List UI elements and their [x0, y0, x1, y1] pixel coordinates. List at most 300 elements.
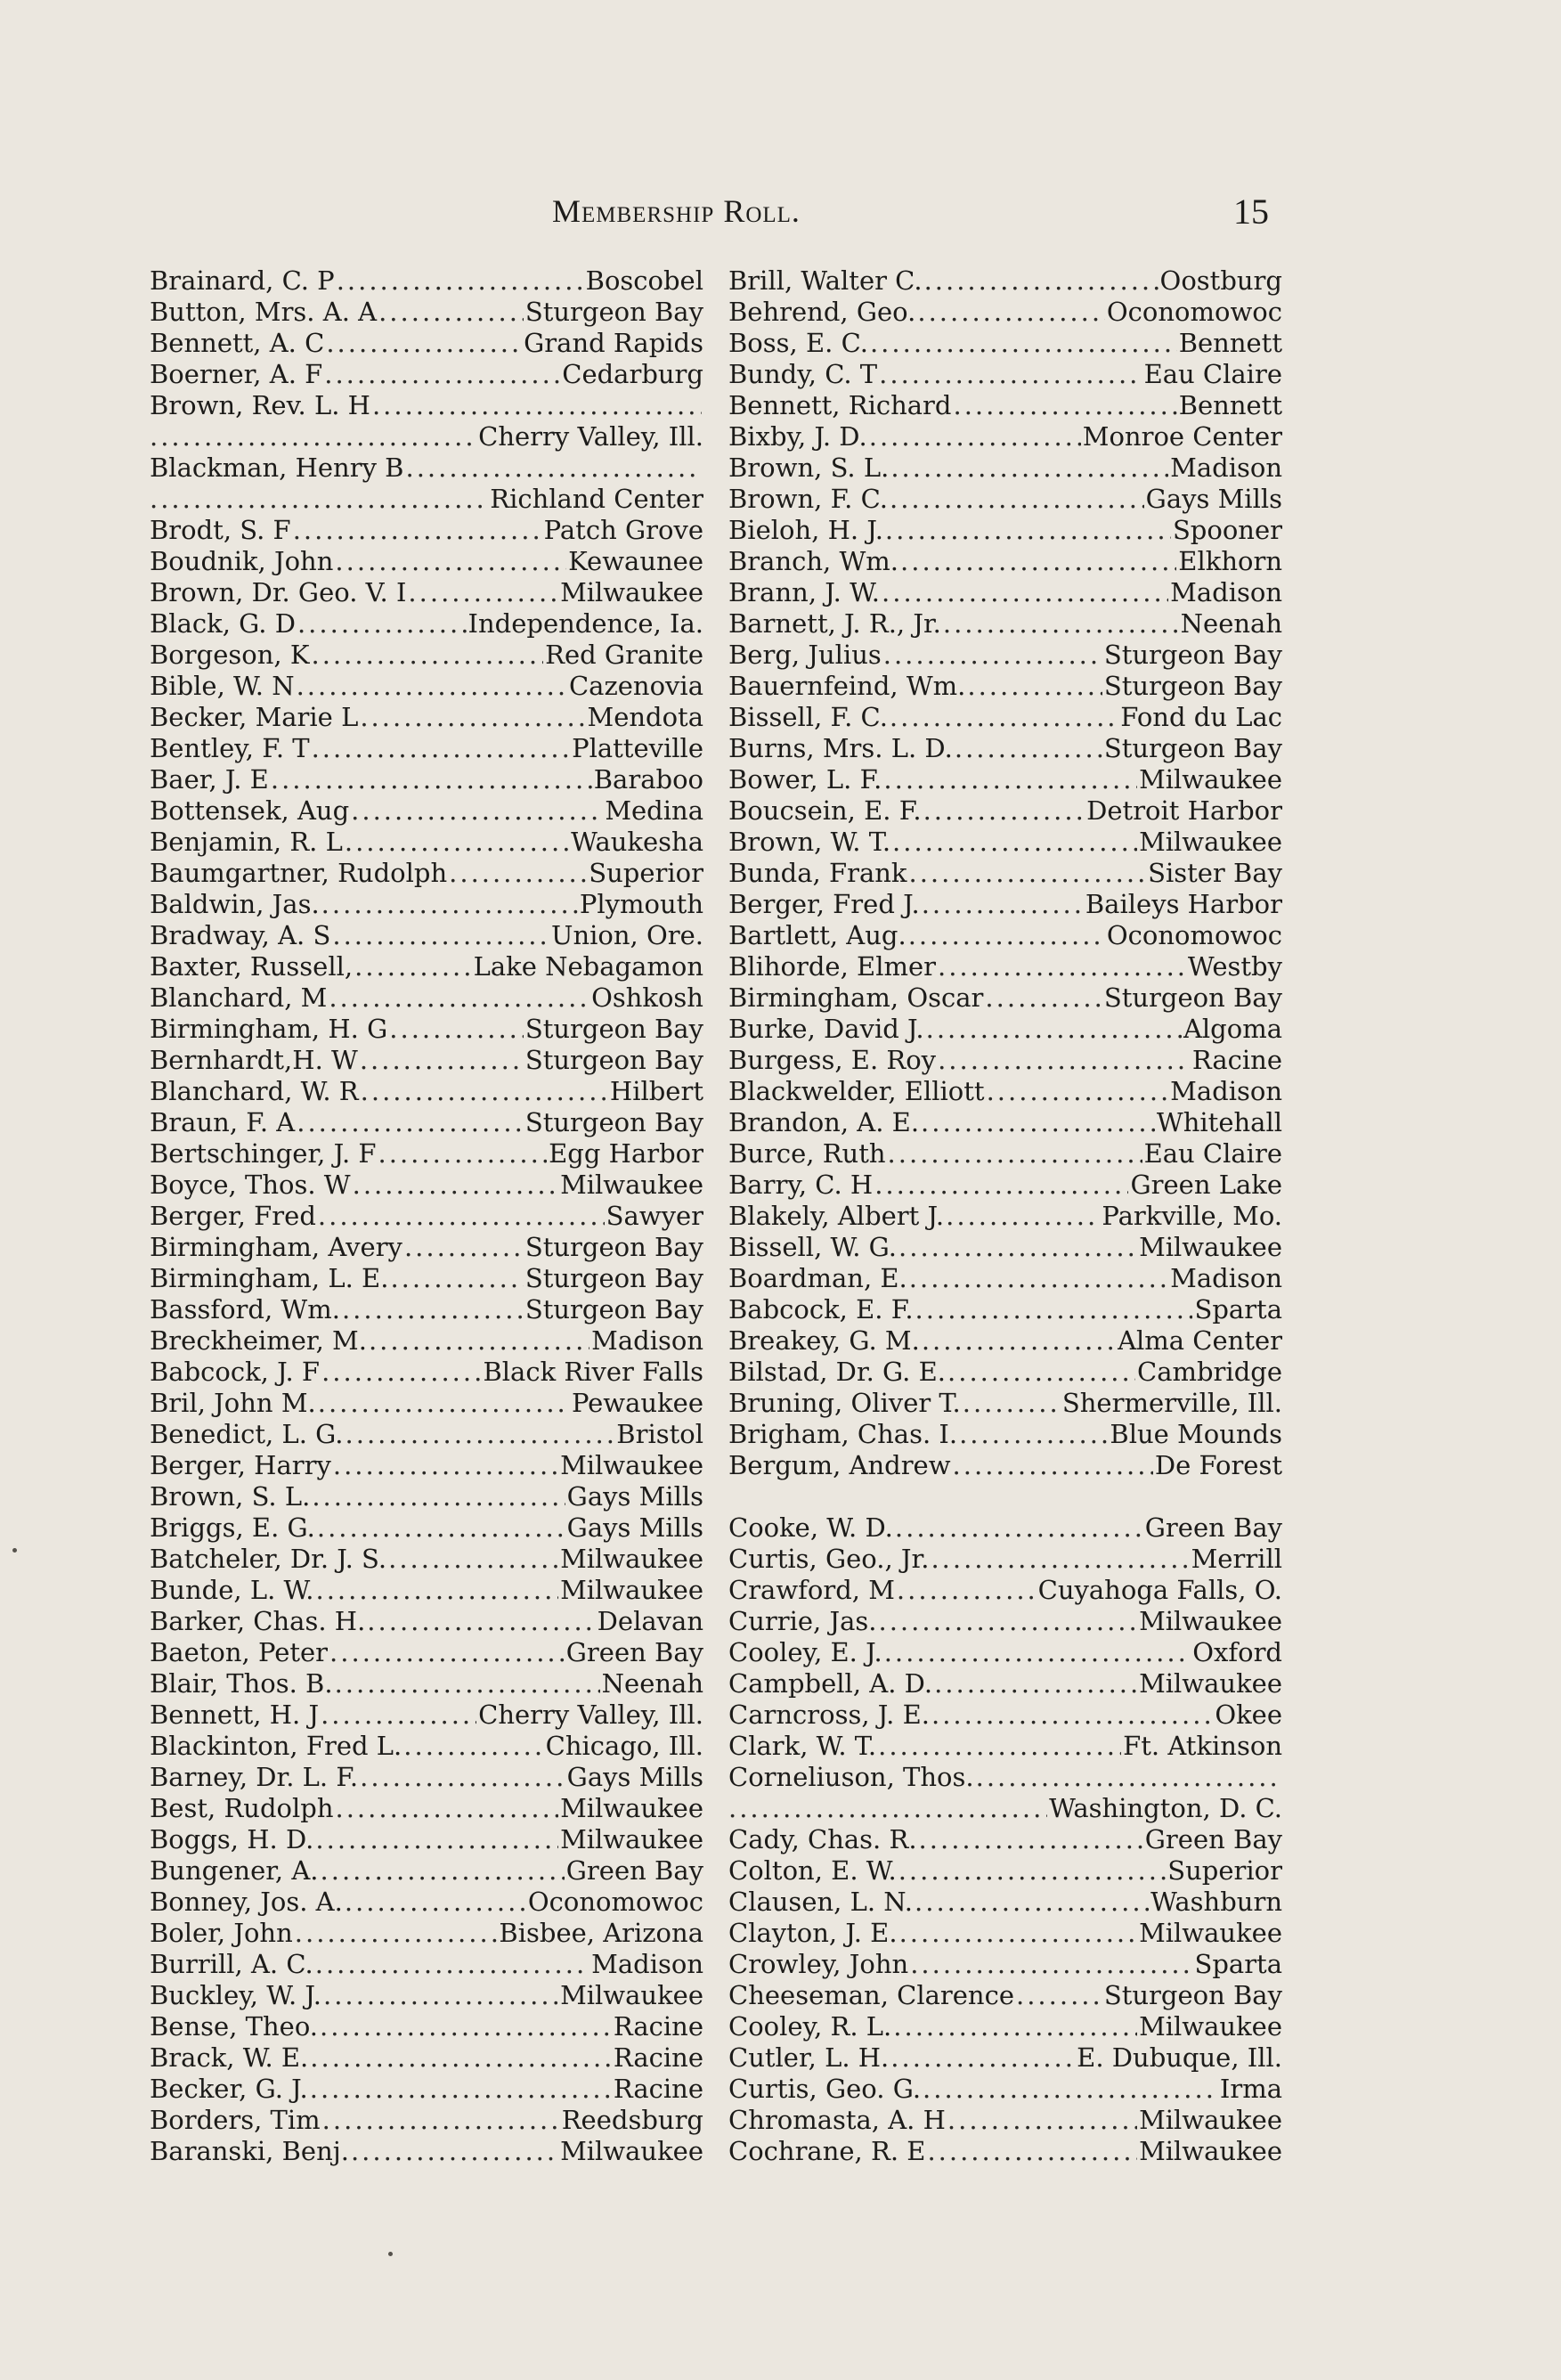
dot-leader [345, 827, 569, 858]
member-name: Boucsein, E. F. [728, 795, 922, 826]
dot-leader [946, 1201, 1100, 1232]
dot-leader [931, 1544, 1189, 1575]
member-name: Buckley, W. J. [150, 1980, 321, 2010]
member-place: Oconomowoc [527, 1887, 703, 1917]
dot-leader [953, 1450, 1153, 1481]
member-place: Cuyahoga Falls, O. [1037, 1575, 1282, 1605]
dot-leader [333, 1450, 558, 1481]
member-place: Platteville [572, 733, 703, 763]
dot-leader [927, 2136, 1137, 2167]
member-name: Cutler, L. H. [728, 2042, 890, 2073]
member-place: Fond du Lac [1120, 702, 1282, 732]
member-name: Barker, Chas. H. [150, 1606, 366, 1636]
dot-leader [890, 702, 1118, 733]
dot-leader [150, 484, 488, 515]
member-entry [728, 1325, 1282, 1357]
dot-leader [312, 733, 570, 764]
dot-leader [351, 795, 603, 827]
dot-leader [311, 640, 543, 671]
member-name: Clark, W. T. [728, 1731, 877, 1761]
dot-leader [883, 764, 1137, 795]
member-place: Chicago, Ill. [545, 1731, 703, 1761]
member-place: Madison [1170, 1263, 1282, 1293]
member-entry [728, 452, 1282, 484]
member-entry [150, 515, 703, 546]
dot-leader [900, 546, 1176, 577]
member-name: Bungener, A. [150, 1855, 319, 1886]
member-place: Eau Claire [1143, 359, 1282, 389]
member-entry [150, 764, 703, 795]
member-place: Sister Bay [1148, 858, 1282, 888]
member-name: Baxter, Russell, [150, 951, 354, 982]
dot-leader [915, 1294, 1193, 1325]
dot-leader [360, 1045, 524, 1076]
member-place: Neenah [601, 1668, 703, 1699]
member-place: Medina [605, 795, 703, 826]
dot-leader [390, 1263, 523, 1294]
member-place: Milwaukee [1139, 1606, 1282, 1636]
dot-leader [890, 2042, 1075, 2074]
member-entry [150, 546, 703, 577]
member-entry [150, 1544, 703, 1575]
member-name: Berger, Harry [150, 1450, 331, 1480]
member-entry [728, 390, 1282, 421]
member-entry [150, 1762, 703, 1793]
member-place: E. Dubuque, Ill. [1077, 2042, 1282, 2073]
dot-leader [321, 1855, 565, 1887]
dot-leader [293, 515, 542, 546]
member-place: Waukesha [571, 827, 703, 857]
member-place: Washington, D. C. [1049, 1793, 1282, 1823]
dot-leader [879, 359, 1142, 390]
member-place: Cambridge [1137, 1357, 1282, 1387]
dot-leader [315, 1824, 558, 1855]
dot-leader [295, 1918, 498, 1949]
dot-leader [908, 858, 1146, 889]
dot-leader [297, 608, 467, 640]
member-place: Hilbert [609, 1076, 703, 1106]
member-name: Blackman, Henry B [150, 452, 404, 483]
member-entry [728, 1170, 1282, 1201]
member-name: Behrend, Geo. [728, 297, 916, 327]
member-name: Bixby, J. D. [728, 421, 867, 452]
member-place: Parkville, Mo. [1102, 1201, 1282, 1231]
member-place: Madison [591, 1325, 703, 1356]
dot-leader [922, 1325, 1116, 1357]
member-name: Cochrane, R. E [728, 2136, 926, 2166]
dot-leader [404, 1232, 524, 1263]
member-place: Green Bay [1144, 1824, 1282, 1854]
dot-leader [938, 1045, 1191, 1076]
member-entry [728, 265, 1282, 297]
member-name: Branch, Wm. [728, 546, 899, 576]
member-place: Milwaukee [560, 2136, 703, 2166]
member-name: Berger, Fred [150, 1201, 316, 1231]
member-entry [150, 1076, 703, 1107]
dot-leader [361, 1076, 608, 1107]
member-name: Cooke, W. D. [728, 1512, 893, 1543]
member-place: Milwaukee [560, 1824, 703, 1854]
dot-leader [976, 1762, 1281, 1793]
member-name: Bilstad, Dr. G. E. [728, 1357, 947, 1387]
member-name: Currie, Jas. [728, 1606, 877, 1636]
member-entry [150, 1138, 703, 1170]
page-number: 15 [1233, 192, 1269, 232]
member-name: Barney, Dr. L. F. [150, 1762, 359, 1792]
dot-leader [389, 1014, 524, 1045]
dot-leader [898, 1855, 1167, 1887]
dot-leader [408, 577, 558, 608]
member-entry [728, 1637, 1282, 1668]
member-name: Borgeson, K [150, 640, 310, 670]
running-header [0, 185, 1561, 239]
member-place: Oxford [1192, 1637, 1282, 1667]
member-entry [728, 982, 1282, 1014]
member-entry [150, 265, 703, 297]
member-place: Madison [1170, 1076, 1282, 1106]
member-name: Carncross, J. E. [728, 1699, 930, 1730]
dot-leader [883, 640, 1102, 671]
member-place: Milwaukee [560, 1170, 703, 1200]
member-name: Cheeseman, Clarence [728, 1980, 1014, 2010]
member-entry [150, 889, 703, 920]
dot-leader [885, 515, 1171, 546]
member-name: Babcock, E. F. [728, 1294, 914, 1324]
dot-leader [342, 1294, 524, 1325]
member-name: Baranski, Benj. [150, 2136, 349, 2166]
member-entry [150, 1294, 703, 1325]
member-entry [728, 2136, 1282, 2167]
member-place: Bristol [616, 1419, 703, 1449]
member-entry [150, 452, 703, 484]
dot-leader [893, 2011, 1137, 2042]
member-name: Curtis, Geo. G. [728, 2074, 922, 2104]
dot-leader [917, 297, 1105, 328]
member-name: Colton, E. W. [728, 1855, 897, 1886]
member-name: Brown, W. T. [728, 827, 891, 857]
member-entry [728, 1201, 1282, 1232]
dot-leader [321, 889, 578, 920]
member-entry [728, 1793, 1282, 1824]
member-entry [728, 328, 1282, 359]
member-entry [150, 951, 703, 982]
member-entry [728, 671, 1282, 702]
member-name: Bonney, Jos. A. [150, 1887, 343, 1917]
member-place: Washburn [1150, 1887, 1282, 1917]
dot-leader [955, 733, 1102, 764]
dot-leader [915, 1887, 1149, 1918]
member-entry [728, 702, 1282, 733]
dot-leader [351, 2136, 558, 2167]
member-name: Curtis, Geo., Jr. [728, 1544, 930, 1574]
member-name: Becker, Marie L [150, 702, 359, 732]
dot-leader [312, 1481, 565, 1512]
member-place: Bennett [1178, 390, 1282, 420]
dot-leader [323, 1980, 558, 2011]
member-place: Oconomowoc [1106, 920, 1282, 950]
member-entry [150, 2074, 703, 2105]
member-name: Brandon, A. E. [728, 1107, 920, 1137]
dot-leader [388, 1544, 558, 1575]
member-entry [728, 858, 1282, 889]
dot-leader [895, 1512, 1143, 1544]
member-name: Berger, Fred J. [728, 889, 920, 919]
member-name: Brodt, S. F [150, 515, 291, 545]
dot-leader [326, 328, 522, 359]
member-place: Red Granite [545, 640, 703, 670]
member-place: Gays Mills [566, 1512, 703, 1543]
member-place: Plymouth [579, 889, 703, 919]
member-name: Bruning, Oliver T. [728, 1388, 961, 1418]
member-entry [728, 1232, 1282, 1263]
member-name: Bunda, Frank [728, 858, 907, 888]
member-entry [728, 795, 1282, 827]
member-place: Milwaukee [1139, 2105, 1282, 2135]
member-place: Cherry Valley, Ill. [478, 421, 703, 452]
member-name: Boss, E. C. [728, 328, 868, 358]
member-name: Bower, L. F. [728, 764, 882, 795]
member-name: Batcheler, Dr. J. S. [150, 1544, 387, 1574]
dot-leader [336, 1793, 559, 1824]
member-entry [150, 827, 703, 858]
dot-leader [985, 982, 1102, 1014]
member-place: Oostburg [1159, 265, 1282, 296]
dot-leader [967, 671, 1102, 702]
member-name: Brack, W. E. [150, 2042, 309, 2073]
member-place: Milwaukee [1139, 2011, 1282, 2042]
member-entry [150, 795, 703, 827]
dot-leader [315, 1949, 589, 1980]
member-place: Independence, Ia. [467, 608, 703, 639]
member-name: Bergum, Andrew [728, 1450, 951, 1480]
dot-leader [369, 1325, 589, 1357]
member-place: Whitehall [1156, 1107, 1282, 1137]
member-entry [150, 608, 703, 640]
dot-leader [378, 297, 524, 328]
member-place: Sturgeon Bay [524, 297, 703, 327]
dot-leader [318, 1201, 605, 1232]
member-entry [728, 1263, 1282, 1294]
member-name: Bauernfeind, Wm. [728, 671, 966, 701]
member-place: Merrill [1191, 1544, 1282, 1574]
member-entry [150, 858, 703, 889]
member-name: Breckheimer, M. [150, 1325, 367, 1356]
member-entry [150, 1793, 703, 1824]
dot-leader [354, 951, 472, 982]
dot-leader [360, 1762, 565, 1793]
member-place: Milwaukee [560, 1450, 703, 1480]
member-place: Delavan [597, 1606, 703, 1636]
dot-leader [332, 920, 549, 951]
member-entry [150, 1824, 703, 1855]
member-name: Brill, Walter C. [728, 265, 923, 296]
member-entry [150, 1731, 703, 1762]
dot-leader [943, 608, 1179, 640]
member-place: Racine [613, 2011, 703, 2042]
member-place: Milwaukee [560, 1575, 703, 1605]
member-entry [728, 827, 1282, 858]
member-name: Blackinton, Fred L. [150, 1731, 402, 1761]
member-entry [150, 702, 703, 733]
member-name: Bissell, W. G. [728, 1232, 898, 1262]
member-place: Boscobel [585, 265, 703, 296]
member-place: Milwaukee [1139, 827, 1282, 857]
dot-leader [297, 671, 567, 702]
member-place: Madison [1170, 452, 1282, 483]
member-entry [728, 577, 1282, 608]
dot-leader [321, 1699, 476, 1731]
member-place: Neenah [1180, 608, 1282, 639]
dot-leader [271, 764, 592, 795]
member-name: Bunde, L. W. [150, 1575, 314, 1605]
member-entry [728, 1045, 1282, 1076]
member-name: Berg, Julius [728, 640, 882, 670]
dot-leader [987, 1076, 1169, 1107]
member-entry [150, 1855, 703, 1887]
member-place: Ft. Atkinson [1123, 1731, 1282, 1761]
member-entry [150, 1575, 703, 1606]
dot-leader [150, 421, 476, 452]
member-name: Brown, S. L. [150, 1481, 311, 1512]
member-entry [728, 733, 1282, 764]
member-name: Bril, John M. [150, 1388, 316, 1418]
member-place: Bisbee, Arizona [499, 1918, 703, 1948]
member-name: Birmingham, Avery [150, 1232, 402, 1262]
member-place: Sturgeon Bay [524, 1294, 703, 1324]
member-name: Breakey, G. M. [728, 1325, 920, 1356]
member-place: Milwaukee [1139, 1668, 1282, 1699]
dot-leader [322, 2105, 560, 2136]
member-entry [728, 1606, 1282, 1637]
member-entry [728, 515, 1282, 546]
dot-leader [346, 1419, 615, 1450]
dot-leader [926, 1014, 1182, 1045]
member-entry [150, 671, 703, 702]
dot-leader [869, 421, 1081, 452]
member-name: Babcock, J. F [150, 1357, 321, 1387]
dot-leader [963, 1388, 1061, 1419]
right-member-list [728, 265, 1282, 2167]
dot-leader [878, 1731, 1121, 1762]
member-name: Baldwin, Jas. [150, 889, 320, 919]
member-place: Milwaukee [560, 1544, 703, 1574]
member-entry [728, 2011, 1282, 2042]
member-place: Racine [613, 2042, 703, 2073]
section-gap [728, 1481, 1282, 1512]
member-entry [150, 1388, 703, 1419]
dot-leader [321, 1357, 481, 1388]
member-place: Cedarburg [562, 359, 703, 389]
member-entry [728, 640, 1282, 671]
member-entry [150, 1045, 703, 1076]
member-place: Blue Mounds [1110, 1419, 1282, 1449]
member-place: Monroe Center [1082, 421, 1282, 452]
member-entry [728, 1824, 1282, 1855]
member-entry [728, 2105, 1282, 2136]
member-name: Boler, John [150, 1918, 293, 1948]
member-entry [728, 1138, 1282, 1170]
member-entry [728, 1388, 1282, 1419]
member-name: Blackwelder, Elliott [728, 1076, 985, 1106]
dot-leader [897, 1575, 1037, 1606]
member-name: Bernhardt,H. W [150, 1045, 358, 1075]
dot-leader [878, 1606, 1137, 1637]
member-place: Sturgeon Bay [524, 1232, 703, 1262]
dot-leader [874, 1170, 1128, 1201]
member-name: Becker, G. J. [150, 2074, 308, 2104]
member-place: Gays Mills [566, 1762, 703, 1792]
dot-leader [908, 920, 1105, 951]
member-place: Gays Mills [566, 1481, 703, 1512]
member-name: Cooley, R. L. [728, 2011, 892, 2042]
dot-leader [870, 328, 1177, 359]
member-place: Union, Ore. [551, 920, 703, 950]
member-entry [728, 1294, 1282, 1325]
dot-leader [297, 1107, 524, 1138]
member-place: Superior [1167, 1855, 1282, 1886]
dot-leader [728, 1793, 1047, 1824]
member-place: Milwaukee [560, 1980, 703, 2010]
member-name: Bennett, Richard [728, 390, 952, 420]
member-entry [728, 1699, 1282, 1731]
dot-leader [335, 546, 566, 577]
member-name: Bennett, A. C [150, 328, 325, 358]
dot-leader [890, 452, 1168, 484]
member-entry [728, 608, 1282, 640]
dot-leader [320, 2011, 612, 2042]
member-place: Pewaukee [571, 1388, 703, 1418]
member-place: Detroit Harbor [1086, 795, 1282, 826]
member-name: Benedict, L. G. [150, 1419, 344, 1449]
member-name: Boggs, H. D. [150, 1824, 314, 1854]
member-name: Bible, W. N [150, 671, 295, 701]
member-entry [150, 1357, 703, 1388]
member-place: Sturgeon Bay [1103, 640, 1282, 670]
member-entry [150, 1201, 703, 1232]
member-entry [150, 1887, 703, 1918]
member-entry [728, 1450, 1282, 1481]
member-place: Grand Rapids [524, 328, 703, 358]
member-place: Spooner [1172, 515, 1282, 545]
member-name: Barnett, J. R., Jr. [728, 608, 941, 639]
member-place: Reedsburg [561, 2105, 703, 2135]
dot-leader [931, 1699, 1213, 1731]
dot-leader [923, 2074, 1218, 2105]
member-entry [150, 1949, 703, 1980]
member-entry [150, 390, 703, 421]
member-entry [150, 982, 703, 1014]
dot-leader [898, 1232, 1137, 1263]
member-place: Westby [1187, 951, 1282, 982]
member-entry [728, 1107, 1282, 1138]
member-place: Black River Falls [483, 1357, 703, 1387]
dot-leader [924, 265, 1159, 297]
member-entry [728, 1014, 1282, 1045]
member-entry [728, 297, 1282, 328]
member-place: Sturgeon Bay [524, 1014, 703, 1044]
member-place: Cazenovia [568, 671, 703, 701]
member-entry [150, 1325, 703, 1357]
member-name: Boardman, E. [728, 1263, 907, 1293]
member-place: Madison [591, 1949, 703, 1979]
member-place: Oconomowoc [1106, 297, 1282, 327]
member-name: Clayton, J. E. [728, 1918, 898, 1948]
dot-leader [310, 2074, 612, 2105]
member-name: Brown, Dr. Geo. V. I [150, 577, 407, 607]
member-name: Cady, Chas. R. [728, 1824, 917, 1854]
dot-leader [884, 1637, 1191, 1668]
dot-leader [959, 1419, 1108, 1450]
